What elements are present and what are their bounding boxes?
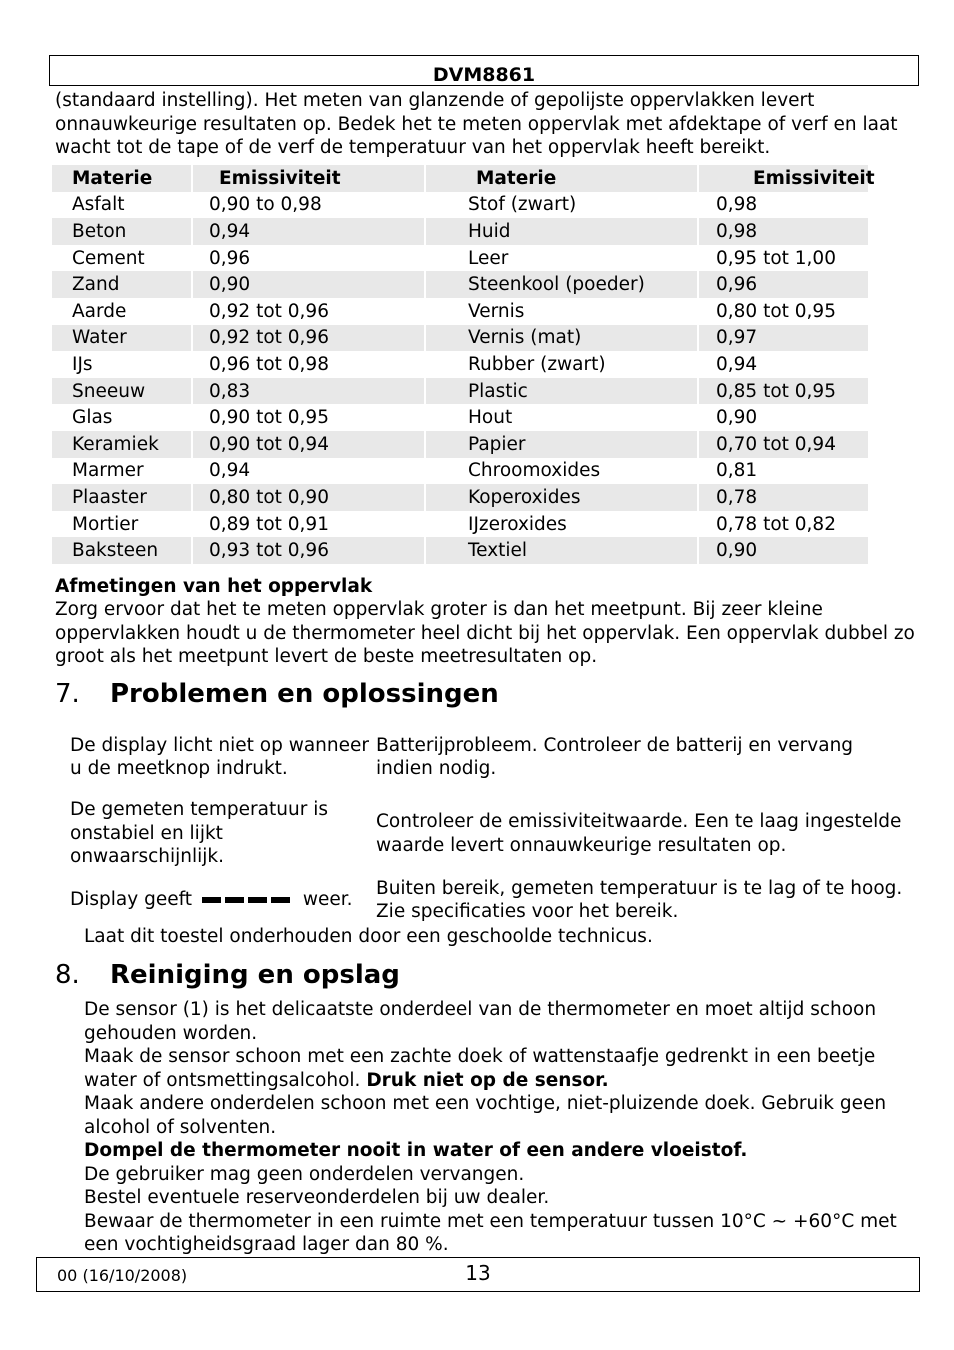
section-8-title: Reiniging en opslag [110,960,400,990]
table-cell: Aarde [72,300,127,322]
table-cell: Stof (zwart) [425,192,698,219]
table-row [52,431,868,458]
table-row [52,351,868,378]
table-cell: Vernis [425,298,698,325]
table-row [52,298,868,325]
table-cell: Huid [425,218,698,245]
cleaning-text: Maak de sensor schoon met een zachte doek of wattenstaafje gedrenkt in een beetje water of ontsmettingsalcohol. [84,1046,876,1091]
table-cell: 0,90 [698,537,868,564]
table-cell: IJzeroxides [425,511,698,538]
problem-suffix: weer. [302,889,353,910]
table-cell: 0,94 [192,218,425,245]
table-cell: 0,97 [698,325,868,352]
page-number: 13 [465,1261,491,1285]
table-row [52,192,868,219]
table-row [52,271,868,298]
table-row [70,794,910,873]
table-cell: 0,70 tot 0,94 [698,431,868,458]
table-cell: Mortier [72,513,139,535]
cleaning-instructions [84,998,914,1257]
section-8-number: 8. [55,960,80,990]
table-header-row [52,165,868,192]
cleaning-paragraph [84,1045,914,1092]
emissivity-table [52,165,875,564]
problem-cell: De gemeten temperatuur is onstabiel en lijkt onwaarschijnlijk. [70,799,328,868]
table-cell: 0,80 tot 0,90 [192,484,425,511]
solution-cell: Batterijprobleem. Controleer de batterij en vervang indien nodig. [376,734,854,779]
table-cell: Sneeuw [52,378,192,405]
cleaning-paragraph: De sensor (1) is het delicaatste onderdeel van de thermometer en moet altijd schoon gehouden worden. [84,999,877,1044]
problem-cell [70,873,376,927]
table-row [52,537,868,564]
intro-paragraph: (standaard instelling). Het meten van glanzende of gepolijste oppervlakken levert onnauwkeurige resultaten op. Bedek het te meten oppervlak met afdektape of verf en laat wacht tot de tape of de verf de temperatuur van het oppervlak heeft bereikt. [55,90,898,158]
table-cell: Rubber (zwart) [425,351,698,378]
table-row [70,720,910,794]
table-cell: 0,90 to 0,98 [192,192,425,219]
column-header: Emissiviteit [698,165,868,192]
table-cell: Baksteen [52,537,192,564]
page-header [49,55,919,86]
table-row [52,511,868,538]
surface-heading: Afmetingen van het oppervlak [55,576,373,597]
table-cell: 0,78 tot 0,82 [698,511,868,538]
table-cell: Vernis (mat) [425,325,698,352]
table-cell: Asfalt [72,194,125,216]
table-cell: 0,98 [698,218,868,245]
table-cell: Plaaster [52,484,192,511]
table-cell: 0,90 [698,404,868,431]
table-cell: 0,96 tot 0,98 [192,351,425,378]
table-cell: 0,90 tot 0,95 [192,404,425,431]
table-row [52,458,868,485]
cleaning-paragraph: Bestel eventuele reserveonderdelen bij uw dealer. [84,1187,550,1208]
problem-prefix: Display geeft [70,889,193,910]
table-row [52,245,868,272]
table-row [52,218,868,245]
table-cell: 0,98 [698,192,868,219]
table-cell: 0,94 [698,351,868,378]
cleaning-paragraph: De gebruiker mag geen onderdelen vervangen. [84,1163,525,1185]
table-cell: 0,96 [192,245,425,272]
solution-cell: Controleer de emissiviteitwaarde. Een te laag ingestelde waarde levert onnauwkeurige resultaten op. [376,811,902,856]
table-cell: Keramiek [52,431,192,458]
service-note: Laat dit toestel onderhouden door een geschoolde technicus. [84,926,653,947]
table-cell: Zand [52,271,192,298]
table-cell: Steenkool (poeder) [425,271,698,298]
table-cell: 0,89 tot 0,91 [192,511,425,538]
section-7-number: 7. [55,679,80,709]
table-cell: Chroomoxides [425,458,698,485]
emissivity-table-body [52,192,868,564]
table-cell: 0,95 tot 1,00 [698,245,868,272]
table-cell: 0,78 [698,484,868,511]
cleaning-warning: Druk niet op de sensor. [366,1069,609,1091]
table-row [52,378,868,405]
table-cell: IJs [72,353,93,375]
table-cell: Cement [72,247,145,269]
table-cell: 0,90 tot 0,94 [192,431,425,458]
table-cell: Water [52,325,192,352]
table-cell: 0,81 [698,458,868,485]
section-7-title: Problemen en oplossingen [110,679,499,709]
solution-cell: Buiten bereik, gemeten temperatuur is te lag of te hoog. Zie specificaties voor het bereik. [376,877,903,922]
problem-cell: De display licht niet op wanneer u de meetknop indrukt. [70,734,369,779]
table-cell: Hout [425,404,698,431]
page-footer [36,1257,920,1292]
table-row [52,404,868,431]
cleaning-paragraph: Maak andere onderdelen schoon met een vochtige, niet-pluizende doek. Gebruik geen alcohol of solventen. [84,1093,887,1138]
column-header: Emissiviteit [192,165,425,192]
column-header: Materie [425,165,698,192]
table-cell: Textiel [425,537,698,564]
table-cell: Glas [72,407,113,429]
cleaning-warning: Dompel de thermometer nooit in water of een andere vloeistof. [84,1140,748,1161]
cleaning-paragraph: Bewaar de thermometer in een ruimte met een temperatuur tussen 10°C ~ +60°C met een vochtigheidsgraad lager dan 80 %. [84,1210,897,1255]
table-cell: 0,85 tot 0,95 [698,378,868,405]
table-cell: Koperoxides [425,484,698,511]
table-cell: 0,90 [192,271,425,298]
table-cell: Plastic [425,378,698,405]
table-cell: 0,96 [698,271,868,298]
table-cell: Beton [52,218,192,245]
dashes-display-icon [202,886,294,910]
table-cell: 0,93 tot 0,96 [192,537,425,564]
model-title: DVM8861 [432,64,536,86]
version-date: 00 (16/10/2008) [57,1266,188,1285]
table-row [52,325,868,352]
table-cell: 0,80 tot 0,95 [698,298,868,325]
table-cell: 0,92 tot 0,96 [192,298,425,325]
troubleshooting-table [70,720,910,927]
table-cell: 0,83 [192,378,425,405]
table-cell: Marmer [72,460,144,482]
table-cell: 0,92 tot 0,96 [192,325,425,352]
table-cell: 0,94 [192,458,425,485]
table-cell: Papier [425,431,698,458]
table-row [70,873,910,927]
column-header: Materie [52,165,192,192]
table-cell: Leer [425,245,698,272]
table-row [52,484,868,511]
surface-paragraph: Zorg ervoor dat het te meten oppervlak groter is dan het meetpunt. Bij zeer kleine oppervlakken houdt u de thermometer heel dicht bij het oppervlak. Een oppervlak dubbel zo groot als het meetpunt levert de beste meetresultaten op. [55,599,915,667]
